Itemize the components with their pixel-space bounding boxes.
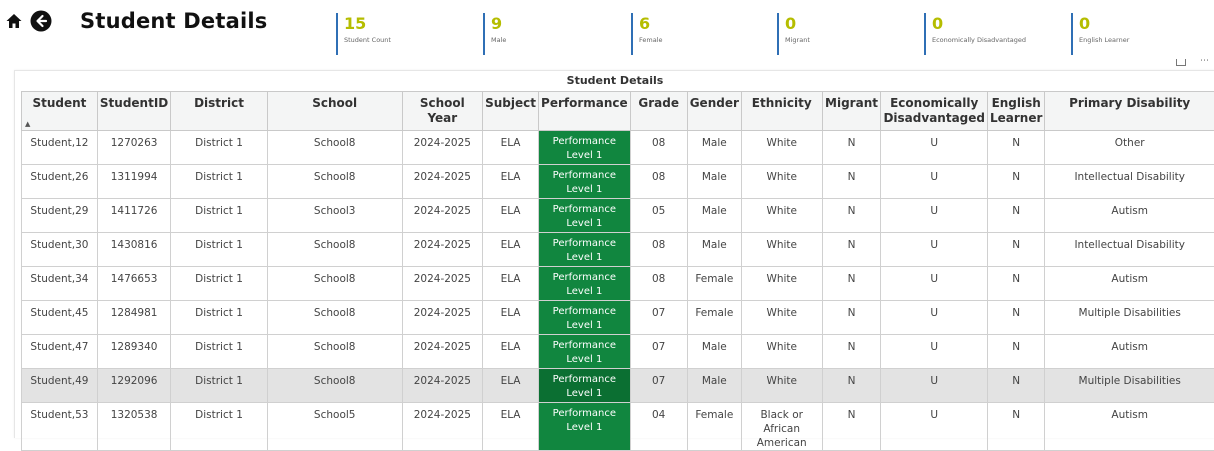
cell-grade[interactable]: 07	[630, 301, 687, 335]
cell-gender[interactable]: Male	[687, 233, 741, 267]
cell-ethnicity[interactable]: White	[741, 199, 822, 233]
kpi-value: 0	[1079, 13, 1129, 35]
cell-subject[interactable]: ELA	[483, 199, 539, 233]
kpi-student-count	[336, 13, 391, 55]
home-icon[interactable]	[4, 11, 24, 31]
cell-gender[interactable]: Male	[687, 335, 741, 369]
cell-student[interactable]: Student,30	[22, 233, 98, 267]
cell-primary-disability[interactable]: Intellectual Disability	[1045, 165, 1214, 199]
cell-student[interactable]: Student,47	[22, 335, 98, 369]
cell-student[interactable]: Student,53	[22, 403, 98, 451]
cell-school-year[interactable]: 2024-2025	[402, 369, 482, 403]
cell-performance[interactable]: Performance Level 1	[539, 131, 631, 165]
column-header-performance[interactable]: Performance	[539, 92, 631, 131]
cell-performance[interactable]: Performance Level 1	[539, 199, 631, 233]
cell-english-learner[interactable]: N	[987, 233, 1044, 267]
kpi-label: Migrant	[785, 35, 810, 45]
column-header-studentid[interactable]: StudentID	[97, 92, 170, 131]
column-header-gender[interactable]: Gender	[687, 92, 741, 131]
table-row[interactable]	[22, 199, 1214, 233]
student-details-table-visual	[14, 70, 1214, 438]
cell-economically-disadvantaged[interactable]: U	[881, 301, 988, 335]
cell-migrant[interactable]: N	[822, 301, 881, 335]
cell-student[interactable]: Student,26	[22, 165, 98, 199]
cell-subject[interactable]: ELA	[483, 369, 539, 403]
table-row[interactable]	[22, 335, 1214, 369]
cell-school-year[interactable]: 2024-2025	[402, 301, 482, 335]
cell-grade[interactable]: 08	[630, 233, 687, 267]
kpi-value: 0	[932, 13, 1026, 35]
cell-grade[interactable]: 07	[630, 335, 687, 369]
cell-student[interactable]: Student,12	[22, 131, 98, 165]
column-header-ethnicity[interactable]: Ethnicity	[741, 92, 822, 131]
cell-subject[interactable]: ELA	[483, 233, 539, 267]
cell-student-id[interactable]: 1476653	[97, 267, 170, 301]
kpi-male	[483, 13, 506, 55]
cell-economically-disadvantaged[interactable]: U	[881, 267, 988, 301]
cell-student[interactable]: Student,45	[22, 301, 98, 335]
cell-migrant[interactable]: N	[822, 131, 881, 165]
sort-ascending-icon[interactable]: ▲	[25, 120, 30, 128]
cell-gender[interactable]: Male	[687, 131, 741, 165]
cell-student[interactable]: Student,29	[22, 199, 98, 233]
cell-student-id[interactable]: 1270263	[97, 131, 170, 165]
cell-english-learner[interactable]: N	[987, 131, 1044, 165]
cell-economically-disadvantaged[interactable]: U	[881, 165, 988, 199]
cell-school-year[interactable]: 2024-2025	[402, 165, 482, 199]
cell-school-year[interactable]: 2024-2025	[402, 403, 482, 451]
visual-header-controls	[1176, 56, 1209, 66]
cell-district[interactable]: District 1	[171, 369, 268, 403]
cell-school[interactable]: School8	[267, 267, 402, 301]
cell-economically-disadvantaged[interactable]: U	[881, 403, 988, 451]
cell-district[interactable]: District 1	[171, 199, 268, 233]
cell-migrant[interactable]: N	[822, 403, 881, 451]
cell-performance[interactable]: Performance Level 1	[539, 165, 631, 199]
cell-student[interactable]: Student,34	[22, 267, 98, 301]
kpi-value: 0	[785, 13, 810, 35]
header-bar	[4, 6, 267, 36]
cell-ethnicity[interactable]: White	[741, 131, 822, 165]
cell-economically-disadvantaged[interactable]: U	[881, 233, 988, 267]
cell-district[interactable]: District 1	[171, 301, 268, 335]
table-row[interactable]	[22, 131, 1214, 165]
student-details-table	[21, 91, 1214, 451]
cell-primary-disability[interactable]: Multiple Disabilities	[1045, 301, 1214, 335]
cell-school-year[interactable]: 2024-2025	[402, 267, 482, 301]
cell-student-id[interactable]: 1320538	[97, 403, 170, 451]
cell-school[interactable]: School8	[267, 233, 402, 267]
cell-performance[interactable]: Performance Level 1	[539, 335, 631, 369]
kpi-value: 9	[491, 13, 506, 35]
cell-migrant[interactable]: N	[822, 267, 881, 301]
cell-primary-disability[interactable]: Intellectual Disability	[1045, 233, 1214, 267]
cell-school-year[interactable]: 2024-2025	[402, 335, 482, 369]
cell-student-id[interactable]: 1311994	[97, 165, 170, 199]
table-row[interactable]	[22, 403, 1214, 451]
cell-primary-disability[interactable]: Autism	[1045, 335, 1214, 369]
kpi-label: Student Count	[344, 35, 391, 45]
column-header-grade[interactable]: Grade	[630, 92, 687, 131]
cell-subject[interactable]: ELA	[483, 131, 539, 165]
column-header-subject[interactable]: Subject	[483, 92, 539, 131]
cell-grade[interactable]: 08	[630, 267, 687, 301]
cell-migrant[interactable]: N	[822, 233, 881, 267]
cell-english-learner[interactable]: N	[987, 335, 1044, 369]
cell-school-year[interactable]: 2024-2025	[402, 131, 482, 165]
cell-english-learner[interactable]: N	[987, 165, 1044, 199]
table-row[interactable]	[22, 369, 1214, 403]
cell-grade[interactable]: 05	[630, 199, 687, 233]
cell-performance[interactable]: Performance Level 1	[539, 233, 631, 267]
cell-student[interactable]: Student,49	[22, 369, 98, 403]
cell-student-id[interactable]: 1430816	[97, 233, 170, 267]
column-header-english-learner[interactable]: English Learner	[987, 92, 1044, 131]
cell-performance[interactable]: Performance Level 1	[539, 301, 631, 335]
cell-gender[interactable]: Male	[687, 199, 741, 233]
table-row[interactable]	[22, 233, 1214, 267]
column-header-primary-disability[interactable]: Primary Disability	[1045, 92, 1214, 131]
cell-subject[interactable]: ELA	[483, 165, 539, 199]
cell-grade[interactable]: 08	[630, 131, 687, 165]
cell-student-id[interactable]: 1292096	[97, 369, 170, 403]
cell-english-learner[interactable]: N	[987, 301, 1044, 335]
kpi-english-learner	[1071, 13, 1129, 55]
cell-school[interactable]: School3	[267, 199, 402, 233]
table-body	[22, 131, 1214, 451]
table-row[interactable]	[22, 267, 1214, 301]
kpi-value: 6	[639, 13, 663, 35]
cell-district[interactable]: District 1	[171, 403, 268, 451]
cell-gender[interactable]: Female	[687, 301, 741, 335]
table-header-row	[22, 92, 1214, 131]
kpi-label: Male	[491, 35, 506, 45]
cell-school[interactable]: School8	[267, 301, 402, 335]
cell-economically-disadvantaged[interactable]: U	[881, 369, 988, 403]
cell-performance[interactable]: Performance Level 1	[539, 369, 631, 403]
cell-student-id[interactable]: 1289340	[97, 335, 170, 369]
cell-economically-disadvantaged[interactable]: U	[881, 131, 988, 165]
cell-gender[interactable]: Female	[687, 267, 741, 301]
kpi-migrant	[777, 13, 810, 55]
kpi-value: 15	[344, 13, 391, 35]
cell-student-id[interactable]: 1411726	[97, 199, 170, 233]
cell-english-learner[interactable]: N	[987, 199, 1044, 233]
cell-district[interactable]: District 1	[171, 165, 268, 199]
cell-primary-disability[interactable]: Multiple Disabilities	[1045, 369, 1214, 403]
column-header-district[interactable]: District	[171, 92, 268, 131]
cell-school[interactable]: School8	[267, 165, 402, 199]
column-header-label: Student	[32, 96, 86, 110]
cell-english-learner[interactable]: N	[987, 267, 1044, 301]
cell-subject[interactable]: ELA	[483, 335, 539, 369]
column-header-school[interactable]: School	[267, 92, 402, 131]
cell-gender[interactable]: Male	[687, 165, 741, 199]
table-row[interactable]	[22, 165, 1214, 199]
cell-ethnicity[interactable]: White	[741, 233, 822, 267]
cell-primary-disability[interactable]: Autism	[1045, 403, 1214, 451]
cell-district[interactable]: District 1	[171, 233, 268, 267]
column-header-student[interactable]	[22, 92, 98, 131]
column-header-school-year[interactable]: School Year	[402, 92, 482, 131]
column-header-migrant[interactable]: Migrant	[822, 92, 881, 131]
cell-gender[interactable]: Female	[687, 403, 741, 451]
cell-primary-disability[interactable]: Autism	[1045, 267, 1214, 301]
table-row[interactable]	[22, 301, 1214, 335]
cell-school[interactable]: School8	[267, 131, 402, 165]
cell-school-year[interactable]: 2024-2025	[402, 233, 482, 267]
cell-subject[interactable]: ELA	[483, 301, 539, 335]
cell-ethnicity[interactable]: White	[741, 369, 822, 403]
cell-ethnicity[interactable]: White	[741, 165, 822, 199]
kpi-label: English Learner	[1079, 35, 1129, 45]
cell-subject[interactable]: ELA	[483, 267, 539, 301]
cell-migrant[interactable]: N	[822, 369, 881, 403]
cell-migrant[interactable]: N	[822, 165, 881, 199]
cell-performance[interactable]: Performance Level 1	[539, 403, 631, 451]
cell-ethnicity[interactable]: White	[741, 335, 822, 369]
focus-mode-icon[interactable]	[1176, 59, 1186, 66]
cell-migrant[interactable]: N	[822, 199, 881, 233]
cell-primary-disability[interactable]: Autism	[1045, 199, 1214, 233]
page-title: Student Details	[80, 9, 267, 33]
cell-school[interactable]: School8	[267, 335, 402, 369]
cell-district[interactable]: District 1	[171, 335, 268, 369]
kpi-label: Economically Disadvantaged	[932, 35, 1026, 45]
cell-ethnicity[interactable]: White	[741, 301, 822, 335]
cell-gender[interactable]: Male	[687, 369, 741, 403]
cell-school[interactable]: School8	[267, 369, 402, 403]
cell-english-learner[interactable]: N	[987, 403, 1044, 451]
cell-student-id[interactable]: 1284981	[97, 301, 170, 335]
kpi-female	[631, 13, 663, 55]
cell-grade[interactable]: 07	[630, 369, 687, 403]
kpi-economically-disadvantaged	[924, 13, 1026, 55]
cell-grade[interactable]: 04	[630, 403, 687, 451]
cell-ethnicity[interactable]: White	[741, 267, 822, 301]
cell-school[interactable]: School5	[267, 403, 402, 451]
more-options-icon[interactable]: ⋯	[1200, 56, 1209, 66]
cell-grade[interactable]: 08	[630, 165, 687, 199]
cell-english-learner[interactable]: N	[987, 369, 1044, 403]
back-arrow-icon[interactable]	[30, 10, 52, 32]
table-title: Student Details	[15, 71, 1214, 91]
column-header-economically-disadvantaged[interactable]: Economically Disadvantaged	[881, 92, 988, 131]
cell-performance[interactable]: Performance Level 1	[539, 267, 631, 301]
cell-subject[interactable]: ELA	[483, 403, 539, 451]
kpi-label: Female	[639, 35, 663, 45]
cell-district[interactable]: District 1	[171, 267, 268, 301]
cell-district[interactable]: District 1	[171, 131, 268, 165]
cell-economically-disadvantaged[interactable]: U	[881, 199, 988, 233]
cell-primary-disability[interactable]: Other	[1045, 131, 1214, 165]
cell-migrant[interactable]: N	[822, 335, 881, 369]
cell-ethnicity[interactable]: Black or African American	[741, 403, 822, 451]
cell-school-year[interactable]: 2024-2025	[402, 199, 482, 233]
cell-economically-disadvantaged[interactable]: U	[881, 335, 988, 369]
